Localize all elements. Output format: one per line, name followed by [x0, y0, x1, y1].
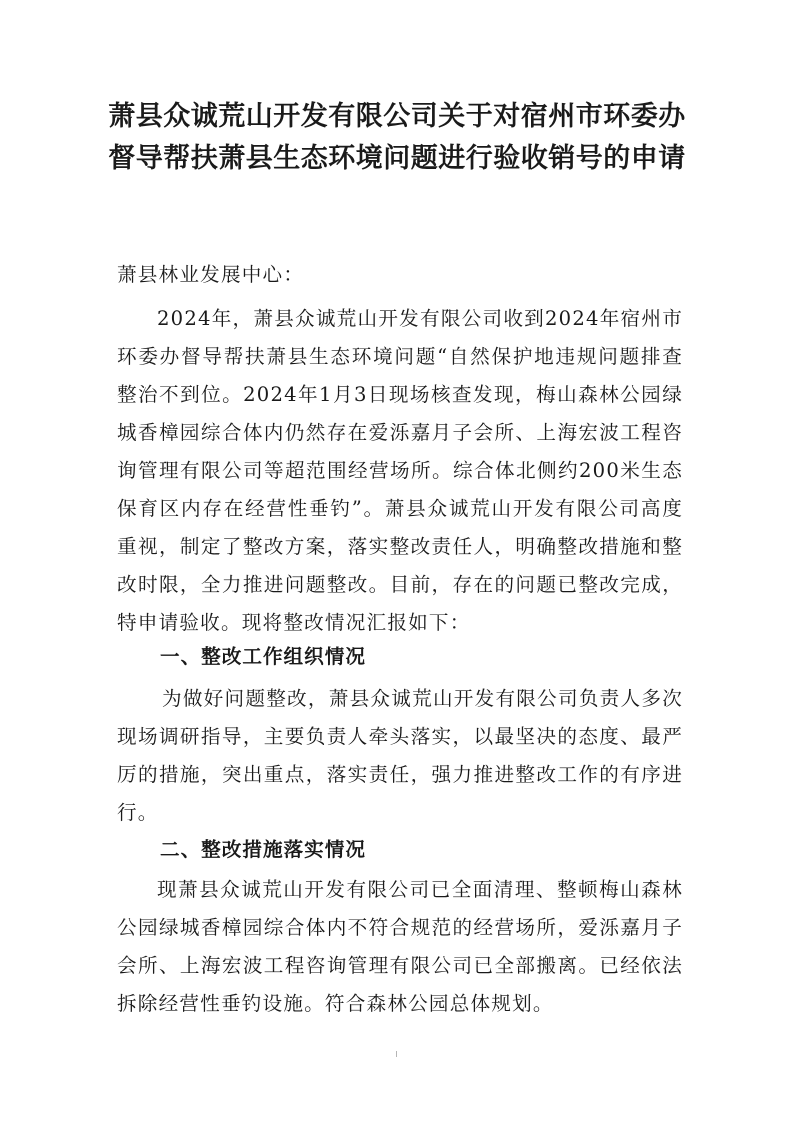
page-marker	[396, 1051, 397, 1057]
section-heading-measures: 二、整改措施落实情况	[160, 838, 366, 861]
paragraph-measures: 现萧县众诚荒山开发有限公司已全面清理、整顿梅山森林公园绿城香樟园综合体内不符合规范的经营场所，爱泺嘉月子会所、上海宏波工程咨询管理有限公司已全部搬离。已经依法拆除经营性垂钓设施。符合森林公园总体规划。	[117, 878, 683, 1015]
document-title: 萧县众诚荒山开发有限公司关于对宿州市环委办督导帮扶萧县生态环境问题进行验收销号的申请	[108, 101, 686, 174]
paragraph-organization: 为做好问题整改，萧县众诚荒山开发有限公司负责人多次现场调研指导，主要负责人牵头落实，以最坚决的态度、最严厉的措施，突出重点，落实责任，强力推进整改工作的有序进行。	[117, 687, 683, 824]
paragraph-intro: 2024年，萧县众诚荒山开发有限公司收到2024年宿州市环委办督导帮扶萧县生态环境问题“自然保护地违规问题排查整治不到位。2024年1月3日现场核查发现，梅山森林公园绿城香樟园综合体内仍然存在爱泺嘉月子会所、上海宏波工程咨询管理有限公司等超范围经营场所。综合体北侧约200米生态保育区内存在经营性垂钓”。萧县众诚荒山开发有限公司高度重视，制定了整改方案，落实整改责任人，明确整改措施和整改时限，全力推进问题整改。目前，存在的问题已整改完成，特申请验收。现将整改情况汇报如下：	[117, 307, 683, 634]
salutation: 萧县林业发展中心：	[117, 263, 305, 286]
section-heading-organization: 一、整改工作组织情况	[160, 645, 366, 668]
